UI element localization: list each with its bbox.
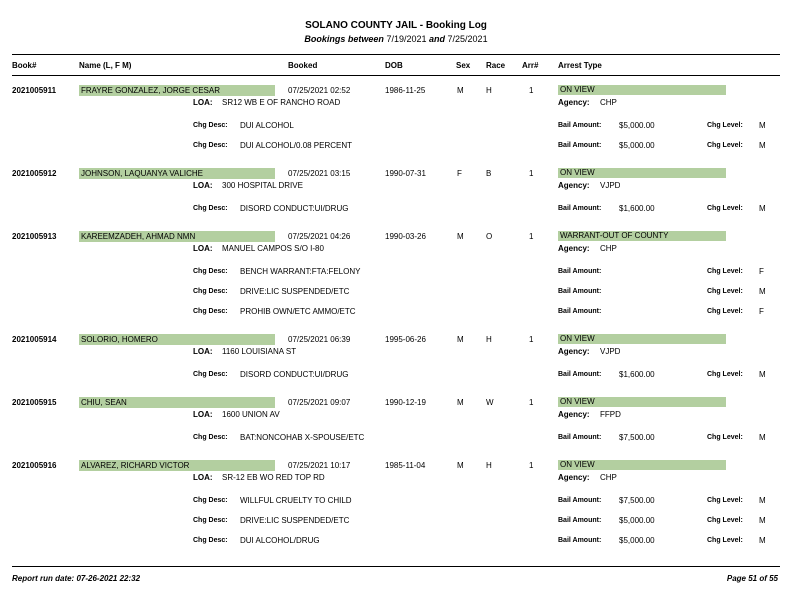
loa-label: LOA: xyxy=(193,244,213,253)
charge-level: M xyxy=(759,204,766,213)
chg-desc-label: Chg Desc: xyxy=(193,497,228,504)
bail-amount-label: Bail Amount: xyxy=(558,497,602,504)
bail-amount: $5,000.00 xyxy=(619,536,655,545)
arresting-agency: VJPD xyxy=(600,347,621,356)
charge-level: M xyxy=(759,536,766,545)
charge-description: DUI ALCOHOL xyxy=(240,121,294,130)
chg-desc-label: Chg Desc: xyxy=(193,288,228,295)
chg-desc-label: Chg Desc: xyxy=(193,205,228,212)
booked-datetime: 07/25/2021 04:26 xyxy=(288,232,351,241)
agency-label: Agency: xyxy=(558,473,590,482)
chg-level-label: Chg Level: xyxy=(707,371,743,378)
booking-number: 2021005914 xyxy=(12,335,57,344)
location-of-arrest: 300 HOSPITAL DRIVE xyxy=(222,181,303,190)
booking-number: 2021005913 xyxy=(12,232,57,241)
race: W xyxy=(486,398,494,407)
arrest-number: 1 xyxy=(529,398,534,407)
start-date: 7/19/2021 xyxy=(386,34,427,44)
charge-description: BENCH WARRANT:FTA:FELONY xyxy=(240,267,361,276)
arrest-type: ON VIEW xyxy=(558,460,726,470)
booked-datetime: 07/25/2021 06:39 xyxy=(288,335,351,344)
chg-level-label: Chg Level: xyxy=(707,308,743,315)
arresting-agency: CHP xyxy=(600,98,617,107)
booking-number: 2021005916 xyxy=(12,461,57,470)
arresting-agency: CHP xyxy=(600,244,617,253)
location-of-arrest: MANUEL CAMPOS S/O I-80 xyxy=(222,244,324,253)
race: O xyxy=(486,232,493,241)
col-booked: Booked xyxy=(288,61,318,70)
bail-amount: $7,500.00 xyxy=(619,433,655,442)
loa-label: LOA: xyxy=(193,473,213,482)
col-arrest-type: Arrest Type xyxy=(558,61,602,70)
report-title: SOLANO COUNTY JAIL - Booking Log xyxy=(305,20,487,31)
arrest-number: 1 xyxy=(529,86,534,95)
agency-label: Agency: xyxy=(558,181,590,190)
arrest-type: ON VIEW xyxy=(558,168,726,178)
inmate-name: KAREEMZADEH, AHMAD NMN xyxy=(79,231,275,242)
chg-level-label: Chg Level: xyxy=(707,268,743,275)
chg-level-label: Chg Level: xyxy=(707,288,743,295)
date-of-birth: 1990-07-31 xyxy=(385,169,426,178)
agency-label: Agency: xyxy=(558,347,590,356)
location-of-arrest: SR12 WB E OF RANCHO ROAD xyxy=(222,98,341,107)
charge-description: DUI ALCOHOL/0.08 PERCENT xyxy=(240,141,353,150)
loa-label: LOA: xyxy=(193,181,213,190)
inmate-name: CHIU, SEAN xyxy=(79,397,275,408)
date-of-birth: 1990-12-19 xyxy=(385,398,426,407)
charge-level: M xyxy=(759,287,766,296)
bail-amount-label: Bail Amount: xyxy=(558,308,602,315)
charge-level: M xyxy=(759,121,766,130)
race: H xyxy=(486,335,492,344)
chg-level-label: Chg Level: xyxy=(707,122,743,129)
inmate-name: JOHNSON, LAQUANYA VALICHE xyxy=(79,168,275,179)
arresting-agency: CHP xyxy=(600,473,617,482)
bail-amount-label: Bail Amount: xyxy=(558,537,602,544)
agency-label: Agency: xyxy=(558,244,590,253)
bail-amount: $5,000.00 xyxy=(619,141,655,150)
date-of-birth: 1986-11-25 xyxy=(385,86,426,95)
charge-description: DISORD CONDUCT:UI/DRUG xyxy=(240,370,349,379)
charge-description: BAT:NONCOHAB X-SPOUSE/ETC xyxy=(240,433,365,442)
booked-datetime: 07/25/2021 10:17 xyxy=(288,461,351,470)
inmate-name: FRAYRE GONZALEZ, JORGE CESAR xyxy=(79,85,275,96)
bail-amount-label: Bail Amount: xyxy=(558,517,602,524)
agency-label: Agency: xyxy=(558,410,590,419)
charge-description: PROHIB OWN/ETC AMMO/ETC xyxy=(240,307,356,316)
sex: F xyxy=(457,169,462,178)
booked-datetime: 07/25/2021 02:52 xyxy=(288,86,351,95)
location-of-arrest: SR-12 EB WO RED TOP RD xyxy=(222,473,325,482)
charge-level: M xyxy=(759,433,766,442)
chg-desc-label: Chg Desc: xyxy=(193,122,228,129)
race: B xyxy=(486,169,492,178)
bail-amount-label: Bail Amount: xyxy=(558,205,602,212)
date-of-birth: 1990-03-26 xyxy=(385,232,426,241)
charge-level: M xyxy=(759,496,766,505)
report-run-date: Report run date: 07-26-2021 22:32 xyxy=(12,574,141,583)
col-race: Race xyxy=(486,61,506,70)
loa-label: LOA: xyxy=(193,98,213,107)
chg-desc-label: Chg Desc: xyxy=(193,268,228,275)
chg-level-label: Chg Level: xyxy=(707,517,743,524)
col-sex: Sex xyxy=(456,61,471,70)
charge-description: DRIVE:LIC SUSPENDED/ETC xyxy=(240,287,350,296)
arrest-type: WARRANT-OUT OF COUNTY xyxy=(558,231,726,241)
charge-description: DRIVE:LIC SUSPENDED/ETC xyxy=(240,516,350,525)
col-name: Name (L, F M) xyxy=(79,61,132,70)
bail-amount: $5,000.00 xyxy=(619,121,655,130)
race: H xyxy=(486,86,492,95)
arresting-agency: FFPD xyxy=(600,410,621,419)
agency-label: Agency: xyxy=(558,98,590,107)
col-dob: DOB xyxy=(385,61,403,70)
footer-rule xyxy=(12,566,780,567)
bail-amount-label: Bail Amount: xyxy=(558,268,602,275)
inmate-name: SOLORIO, HOMERO xyxy=(79,334,275,345)
booked-datetime: 07/25/2021 03:15 xyxy=(288,169,351,178)
booked-datetime: 07/25/2021 09:07 xyxy=(288,398,351,407)
chg-desc-label: Chg Desc: xyxy=(193,142,228,149)
col-arr: Arr# xyxy=(522,61,539,70)
bail-amount: $1,600.00 xyxy=(619,204,655,213)
sex: M xyxy=(457,232,464,241)
charge-level: M xyxy=(759,516,766,525)
columns-rule xyxy=(12,75,780,76)
charge-level: F xyxy=(759,307,764,316)
chg-desc-label: Chg Desc: xyxy=(193,434,228,441)
bail-amount: $5,000.00 xyxy=(619,516,655,525)
inmate-name: ALVAREZ, RICHARD VICTOR xyxy=(79,460,275,471)
bail-amount-label: Bail Amount: xyxy=(558,142,602,149)
sex: M xyxy=(457,461,464,470)
chg-desc-label: Chg Desc: xyxy=(193,537,228,544)
arrest-type: ON VIEW xyxy=(558,397,726,407)
page-number: Page 51 of 55 xyxy=(726,574,778,583)
chg-desc-label: Chg Desc: xyxy=(193,517,228,524)
arrest-number: 1 xyxy=(529,169,534,178)
charge-level: M xyxy=(759,141,766,150)
charge-level: M xyxy=(759,370,766,379)
header-rule xyxy=(12,54,780,55)
chg-desc-label: Chg Desc: xyxy=(193,308,228,315)
report-subtitle xyxy=(0,34,792,44)
arrest-number: 1 xyxy=(529,461,534,470)
location-of-arrest: 1600 UNION AV xyxy=(222,410,280,419)
sex: M xyxy=(457,335,464,344)
end-date: 7/25/2021 xyxy=(447,34,488,44)
chg-level-label: Chg Level: xyxy=(707,537,743,544)
arrest-number: 1 xyxy=(529,232,534,241)
arrest-type: ON VIEW xyxy=(558,334,726,344)
race: H xyxy=(486,461,492,470)
loa-label: LOA: xyxy=(193,347,213,356)
chg-level-label: Chg Level: xyxy=(707,497,743,504)
arrest-type: ON VIEW xyxy=(558,85,726,95)
bail-amount: $7,500.00 xyxy=(619,496,655,505)
booking-number: 2021005915 xyxy=(12,398,57,407)
date-of-birth: 1985-11-04 xyxy=(385,461,426,470)
bail-amount-label: Bail Amount: xyxy=(558,371,602,378)
chg-level-label: Chg Level: xyxy=(707,142,743,149)
col-book: Book# xyxy=(12,61,37,70)
bail-amount-label: Bail Amount: xyxy=(558,288,602,295)
bail-amount-label: Bail Amount: xyxy=(558,122,602,129)
date-of-birth: 1995-06-26 xyxy=(385,335,426,344)
arrest-number: 1 xyxy=(529,335,534,344)
booking-number: 2021005911 xyxy=(12,86,57,95)
chg-level-label: Chg Level: xyxy=(707,434,743,441)
location-of-arrest: 1160 LOUISIANA ST xyxy=(222,347,297,356)
sex: M xyxy=(457,398,464,407)
charge-description: WILLFUL CRUELTY TO CHILD xyxy=(240,496,352,505)
charge-description: DUI ALCOHOL/DRUG xyxy=(240,536,320,545)
booking-number: 2021005912 xyxy=(12,169,57,178)
subtitle-and: and xyxy=(429,34,446,44)
charge-description: DISORD CONDUCT:UI/DRUG xyxy=(240,204,349,213)
chg-desc-label: Chg Desc: xyxy=(193,371,228,378)
bail-amount-label: Bail Amount: xyxy=(558,434,602,441)
loa-label: LOA: xyxy=(193,410,213,419)
sex: M xyxy=(457,86,464,95)
bail-amount: $1,600.00 xyxy=(619,370,655,379)
subtitle-prefix: Bookings between xyxy=(304,34,384,44)
arresting-agency: VJPD xyxy=(600,181,621,190)
charge-level: F xyxy=(759,267,764,276)
chg-level-label: Chg Level: xyxy=(707,205,743,212)
